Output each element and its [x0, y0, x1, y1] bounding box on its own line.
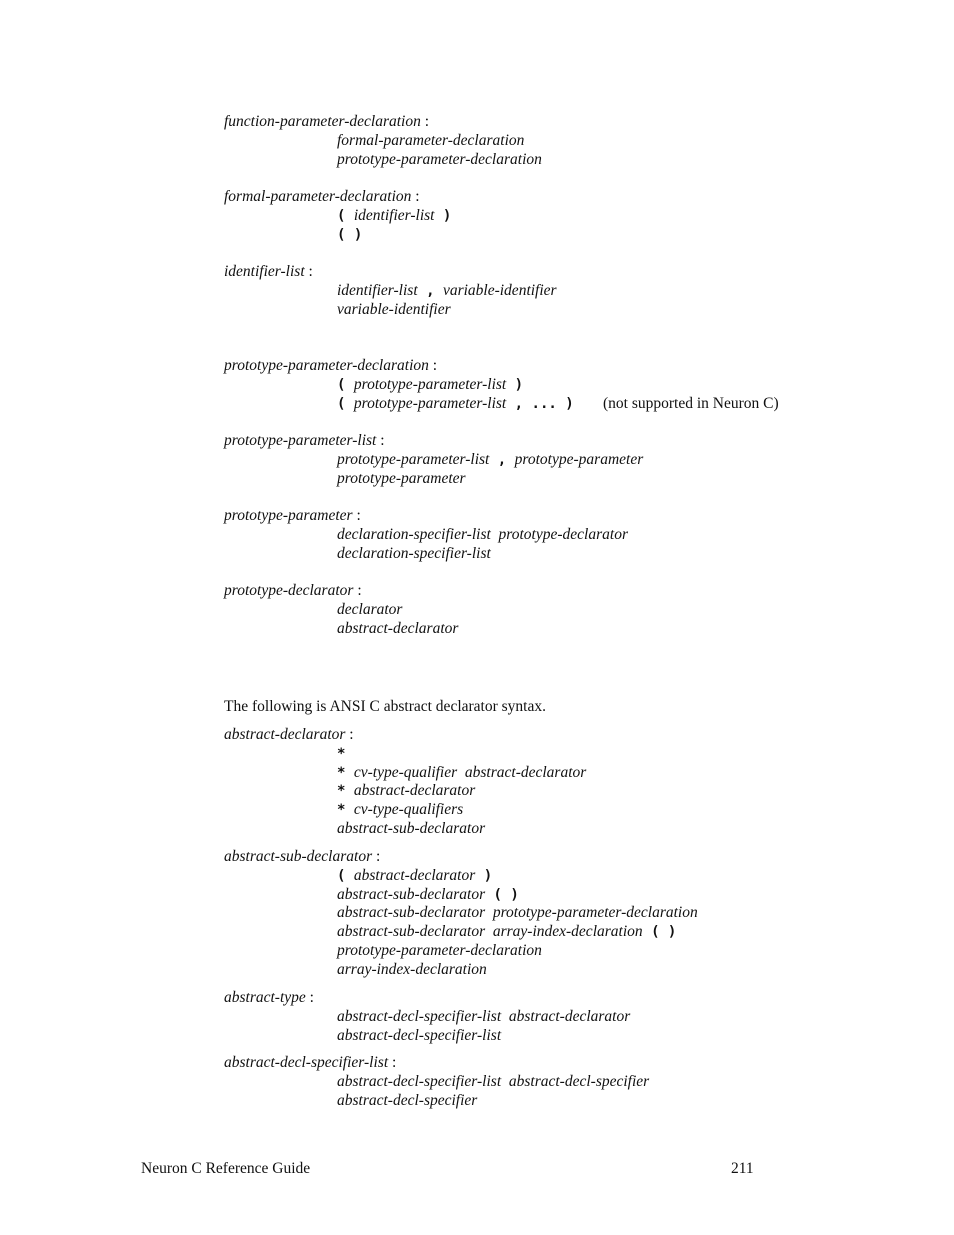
grammar-symbol: abstract-declarator	[353, 866, 476, 884]
nonterminal-name: prototype-parameter-declaration	[224, 357, 429, 374]
nonterminal-name: prototype-parameter	[224, 507, 353, 524]
rule-name: abstract-sub-declarator :	[224, 848, 381, 865]
rule-name: identifier-list :	[224, 263, 313, 280]
grammar-symbol: prototype-parameter-list	[353, 394, 507, 412]
grammar-symbol: abstract-sub-declarator prototype-parameter-declaration	[337, 904, 698, 922]
rule-name: abstract-type :	[224, 989, 314, 1006]
rule-name: formal-parameter-declaration :	[224, 188, 420, 205]
grammar-punctuation: )	[475, 867, 493, 884]
rule-alternative	[337, 450, 643, 470]
rule-alternative	[337, 903, 698, 922]
nonterminal-name: identifier-list	[224, 263, 305, 280]
grammar-symbol: prototype-parameter-list	[337, 450, 490, 468]
grammar-punctuation: *	[337, 764, 354, 781]
grammar-punctuation: ,	[417, 282, 443, 299]
grammar-symbol: cv-type-qualifier abstract-declarator	[353, 763, 587, 781]
nonterminal-name: prototype-declarator	[224, 582, 354, 599]
rule-alternative	[337, 1026, 501, 1045]
grammar-symbol: variable-identifier	[442, 281, 557, 299]
nonterminal-name: abstract-declarator	[224, 726, 346, 743]
rule-alternative	[337, 866, 492, 886]
rule-name: function-parameter-declaration :	[224, 113, 430, 130]
rule-alternative	[337, 375, 523, 395]
rule-alternative	[337, 1091, 477, 1110]
grammar-punctuation: )	[506, 376, 524, 393]
rule-alternative	[337, 744, 345, 764]
rule-name: abstract-decl-specifier-list :	[224, 1054, 397, 1071]
grammar-symbol: abstract-decl-specifier-list abstract-decl-specifier	[337, 1072, 650, 1090]
grammar-symbol: declaration-specifier-list	[337, 544, 491, 562]
rule-alternative	[337, 394, 574, 414]
grammar-symbol: identifier-list	[353, 206, 435, 224]
grammar-punctuation: *	[337, 783, 354, 800]
rule-alternative	[337, 225, 362, 245]
grammar-symbol: variable-identifier	[337, 300, 451, 318]
grammar-punctuation: (	[337, 867, 354, 884]
rule-alternative	[337, 131, 524, 150]
rule-alternative	[337, 941, 542, 960]
nonterminal-name: abstract-decl-specifier-list	[224, 1054, 389, 1071]
nonterminal-name: formal-parameter-declaration	[224, 188, 412, 205]
grammar-punctuation: )	[434, 207, 452, 224]
rule-alternative	[337, 800, 463, 820]
rule-note: (not supported in Neuron C)	[603, 394, 779, 412]
grammar-punctuation: (	[337, 395, 354, 412]
rule-alternative	[337, 819, 485, 838]
grammar-punctuation: (	[337, 376, 354, 393]
grammar-symbol: prototype-parameter-declaration	[337, 942, 542, 959]
grammar-symbol: prototype-parameter	[337, 469, 466, 487]
nonterminal-name: abstract-type	[224, 989, 306, 1006]
footer-title: Neuron C Reference Guide	[141, 1160, 311, 1177]
grammar-punctuation: *	[337, 802, 354, 819]
nonterminal-name: function-parameter-declaration	[224, 113, 421, 130]
grammar-symbol: prototype-parameter	[514, 450, 644, 468]
grammar-punctuation: ( )	[337, 226, 363, 243]
grammar-symbol: abstract-decl-specifier	[337, 1091, 478, 1109]
grammar-symbol: abstract-declarator	[353, 782, 476, 800]
grammar-punctuation: ( )	[642, 924, 677, 941]
rule-alternative	[337, 206, 451, 226]
rule-name: prototype-parameter-list :	[224, 432, 385, 449]
rule-alternative	[337, 922, 676, 942]
grammar-symbol: prototype-parameter-declaration	[337, 150, 542, 168]
grammar-punctuation: , ... )	[506, 395, 574, 412]
nonterminal-name: prototype-parameter-list	[224, 432, 377, 449]
grammar-symbol: abstract-sub-declarator array-index-declaration	[337, 923, 643, 941]
grammar-symbol: array-index-declaration	[337, 960, 487, 978]
rule-alternative	[337, 600, 402, 619]
grammar-symbol: declarator	[337, 600, 403, 618]
rule-alternative	[337, 469, 466, 488]
grammar-symbol: declaration-specifier-list prototype-declarator	[337, 525, 628, 543]
rule-alternative	[337, 781, 475, 801]
intro-text: The following is ANSI C abstract declarator syntax.	[224, 698, 546, 715]
grammar-punctuation: *	[337, 745, 346, 762]
grammar-punctuation: ,	[489, 451, 515, 468]
rule-alternative	[337, 1072, 649, 1091]
grammar-symbol: abstract-sub-declarator	[337, 820, 486, 837]
grammar-symbol: identifier-list	[337, 281, 418, 299]
rule-name: prototype-parameter-declaration :	[224, 357, 438, 374]
nonterminal-name: abstract-sub-declarator	[224, 848, 373, 865]
page-number: 211	[731, 1160, 754, 1177]
rule-alternative	[337, 763, 586, 783]
rule-alternative	[337, 281, 557, 301]
rule-alternative	[337, 150, 542, 169]
rule-alternative	[337, 300, 451, 319]
rule-alternative	[337, 525, 628, 544]
grammar-punctuation: ( )	[485, 886, 519, 903]
rule-alternative	[337, 885, 519, 905]
rule-name: abstract-declarator :	[224, 726, 354, 743]
grammar-punctuation: (	[337, 207, 354, 224]
rule-name: prototype-parameter :	[224, 507, 361, 524]
grammar-symbol: prototype-parameter-list	[353, 375, 507, 393]
grammar-symbol: abstract-declarator	[337, 619, 459, 637]
grammar-symbol: cv-type-qualifiers	[353, 801, 464, 819]
rule-alternative	[337, 960, 487, 979]
rule-alternative	[337, 619, 458, 638]
grammar-symbol: abstract-decl-specifier-list	[337, 1026, 502, 1044]
grammar-symbol: abstract-sub-declarator	[337, 885, 486, 903]
grammar-symbol: abstract-decl-specifier-list abstract-declarator	[337, 1007, 631, 1025]
grammar-symbol: formal-parameter-declaration	[337, 131, 525, 149]
rule-alternative	[337, 544, 491, 563]
rule-name: prototype-declarator :	[224, 582, 362, 599]
rule-alternative	[337, 1007, 630, 1026]
